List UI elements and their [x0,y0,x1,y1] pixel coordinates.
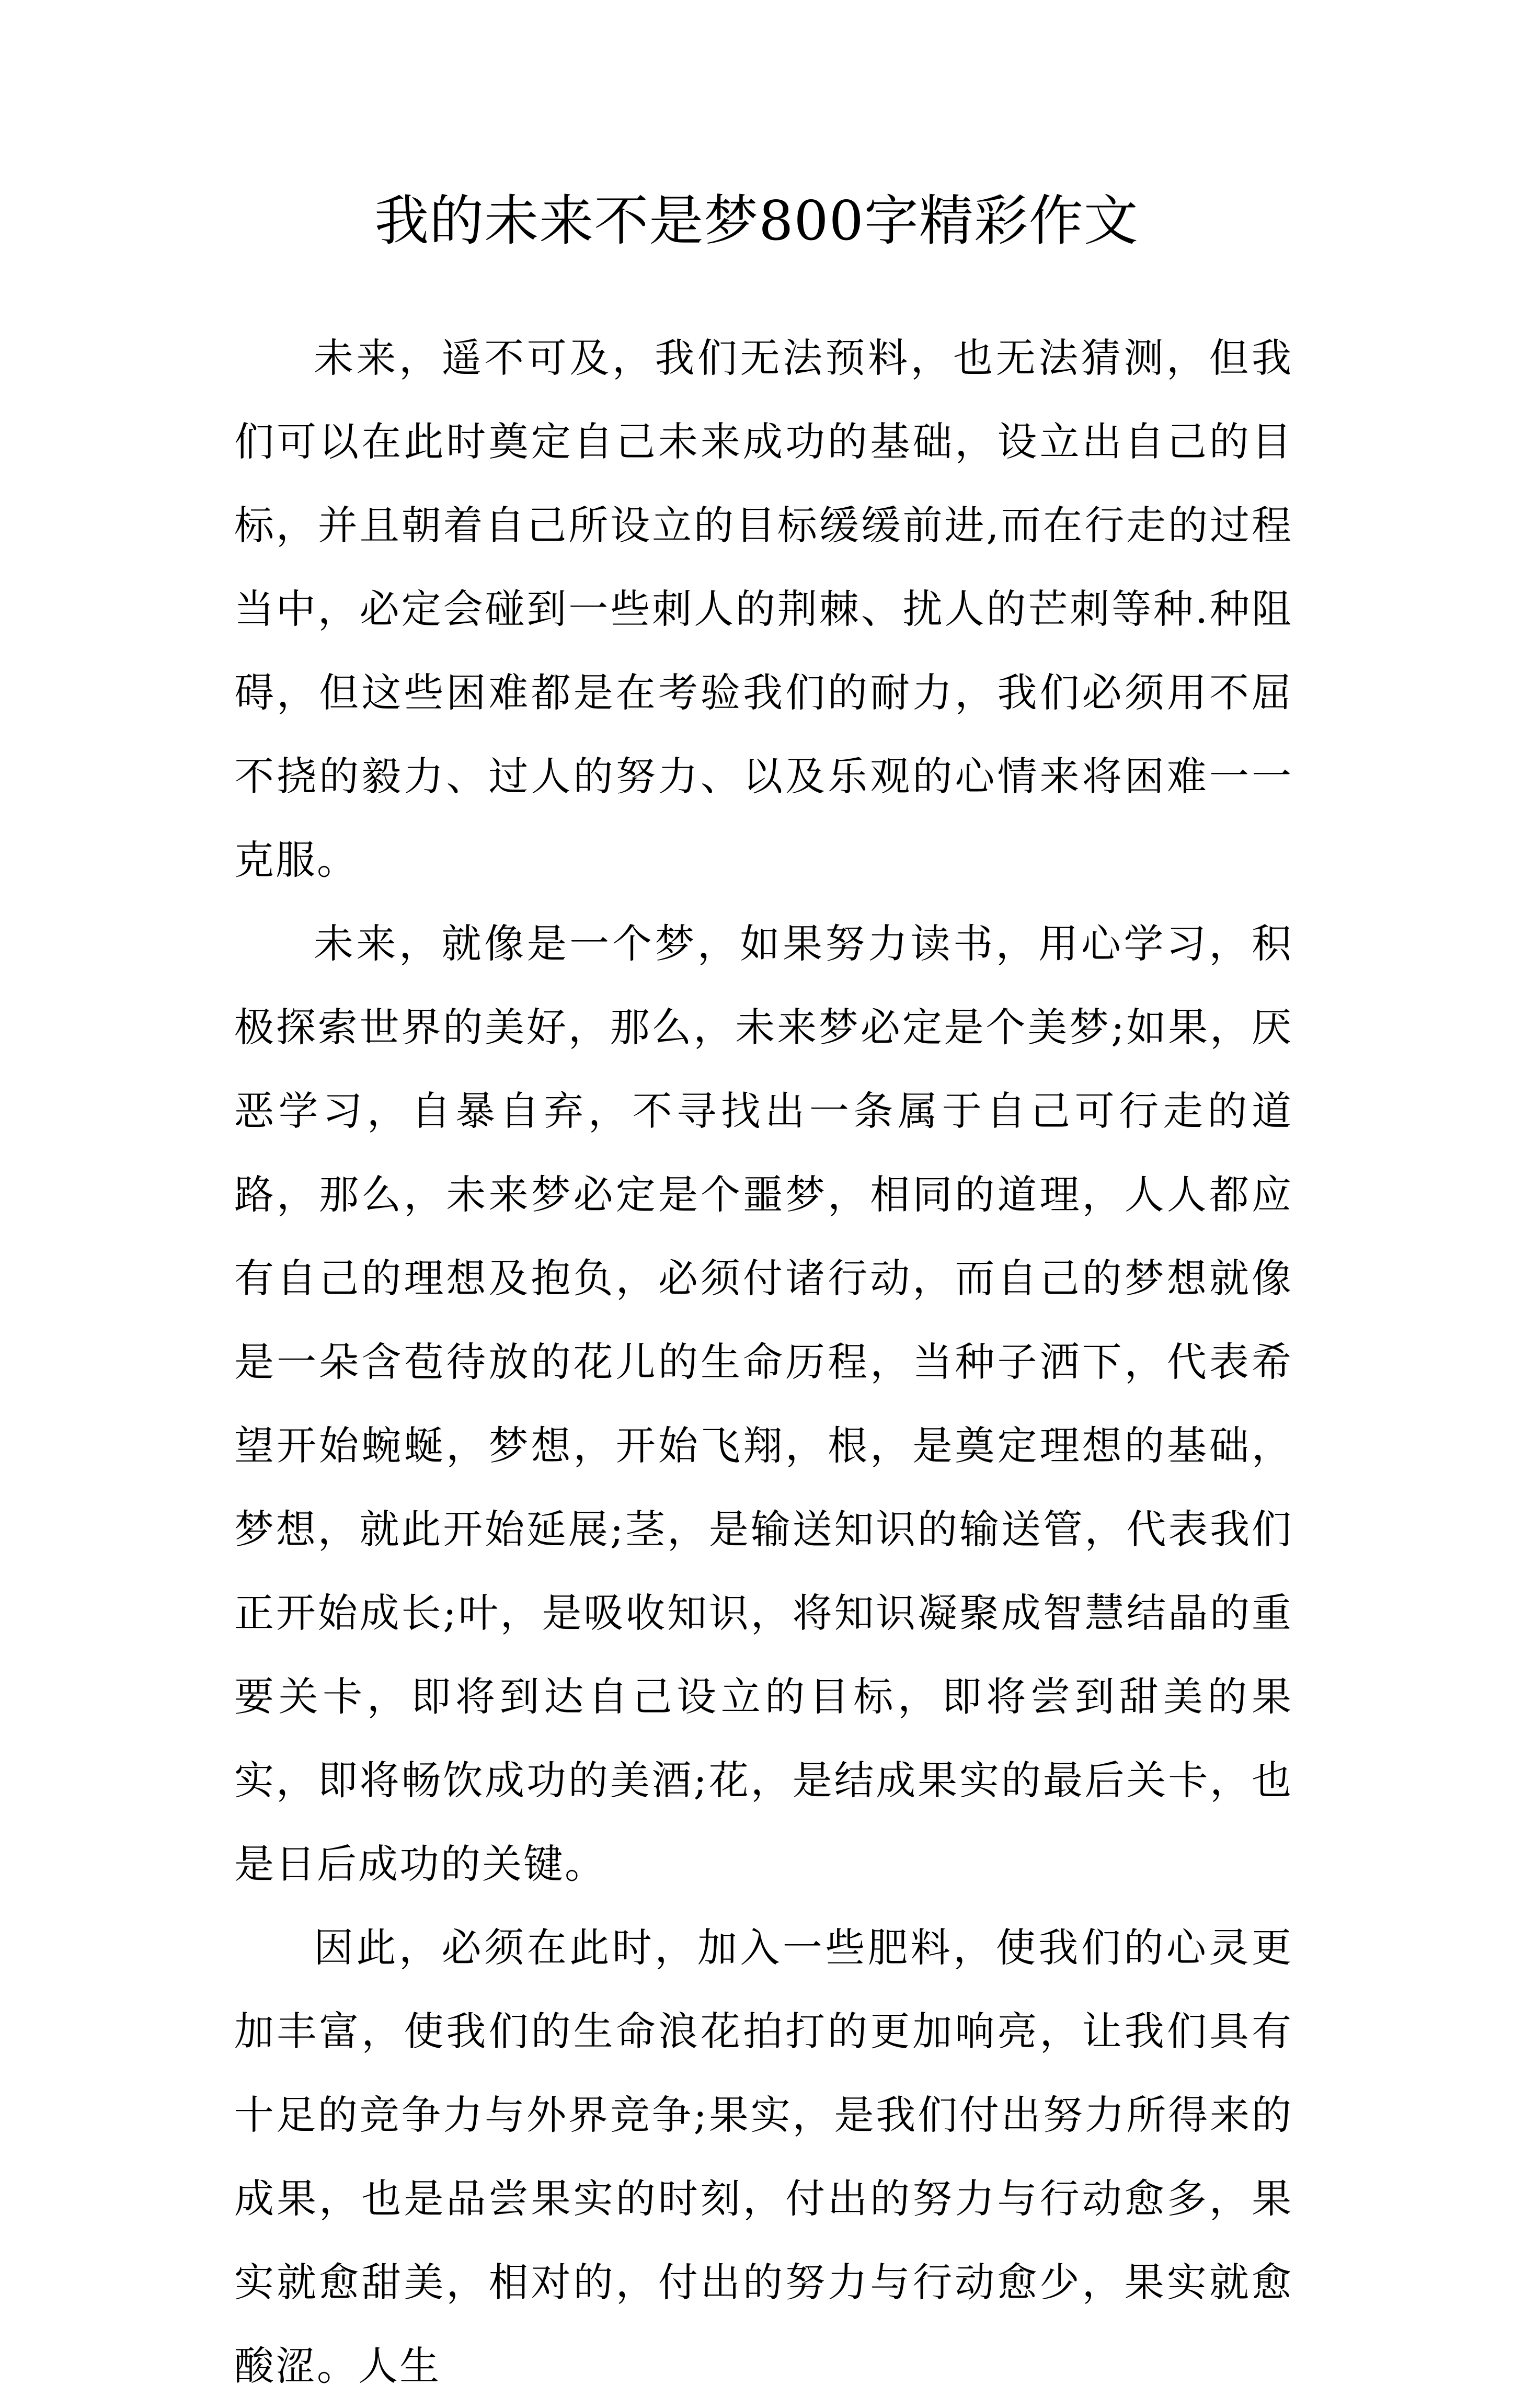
paragraph-1: 未来，遥不可及，我们无法预料，也无法猜测，但我们可以在此时奠定自己未来成功的基础，设立出自己的目标，并且朝着自己所设立的目标缓缓前进,而在行走的过程当中，必定会碰到一些刺人的荆棘、扰人的芒刺等种.种阻碍，但这些困难都是在考验我们的耐力，我们必须用不屈不挠的毅力、过人的努力、以及乐观的心情来将困难一一克服。 [234,335,1293,883]
document-body [234,316,1293,2408]
paragraph-3: 因此，必须在此时，加入一些肥料，使我们的心灵更加丰富，使我们的生命浪花拍打的更加响亮，让我们具有十足的竞争力与外界竞争;果实，是我们付出努力所得来的成果，也是品尝果实的时刻，付出的努力与行动愈多，果实就愈甜美，相对的，付出的努力与行动愈少，果实就愈酸涩。人生 [234,1924,1293,2389]
paragraph-2: 未来，就像是一个梦，如果努力读书，用心学习，积极探索世界的美好，那么，未来梦必定是个美梦;如果，厌恶学习，自暴自弃，不寻找出一条属于自己可行走的道路，那么，未来梦必定是个噩梦，相同的道理，人人都应有自己的理想及抱负，必须付诸行动，而自己的梦想就像是一朵含苞待放的花儿的生命历程，当种子洒下，代表希望开始蜿蜒，梦想，开始飞翔，根，是奠定理想的基础，梦想，就此开始延展;茎，是输送知识的输送管，代表我们正开始成长;叶，是吸收知识，将知识凝聚成智慧结晶的重要关卡，即将到达自己设立的目标，即将尝到甜美的果实，即将畅饮成功的美酒;花，是结成果实的最后关卡，也是日后成功的关键。 [234,920,1293,1887]
document-title: 我的未来不是梦800字精彩作文 [374,189,1139,253]
